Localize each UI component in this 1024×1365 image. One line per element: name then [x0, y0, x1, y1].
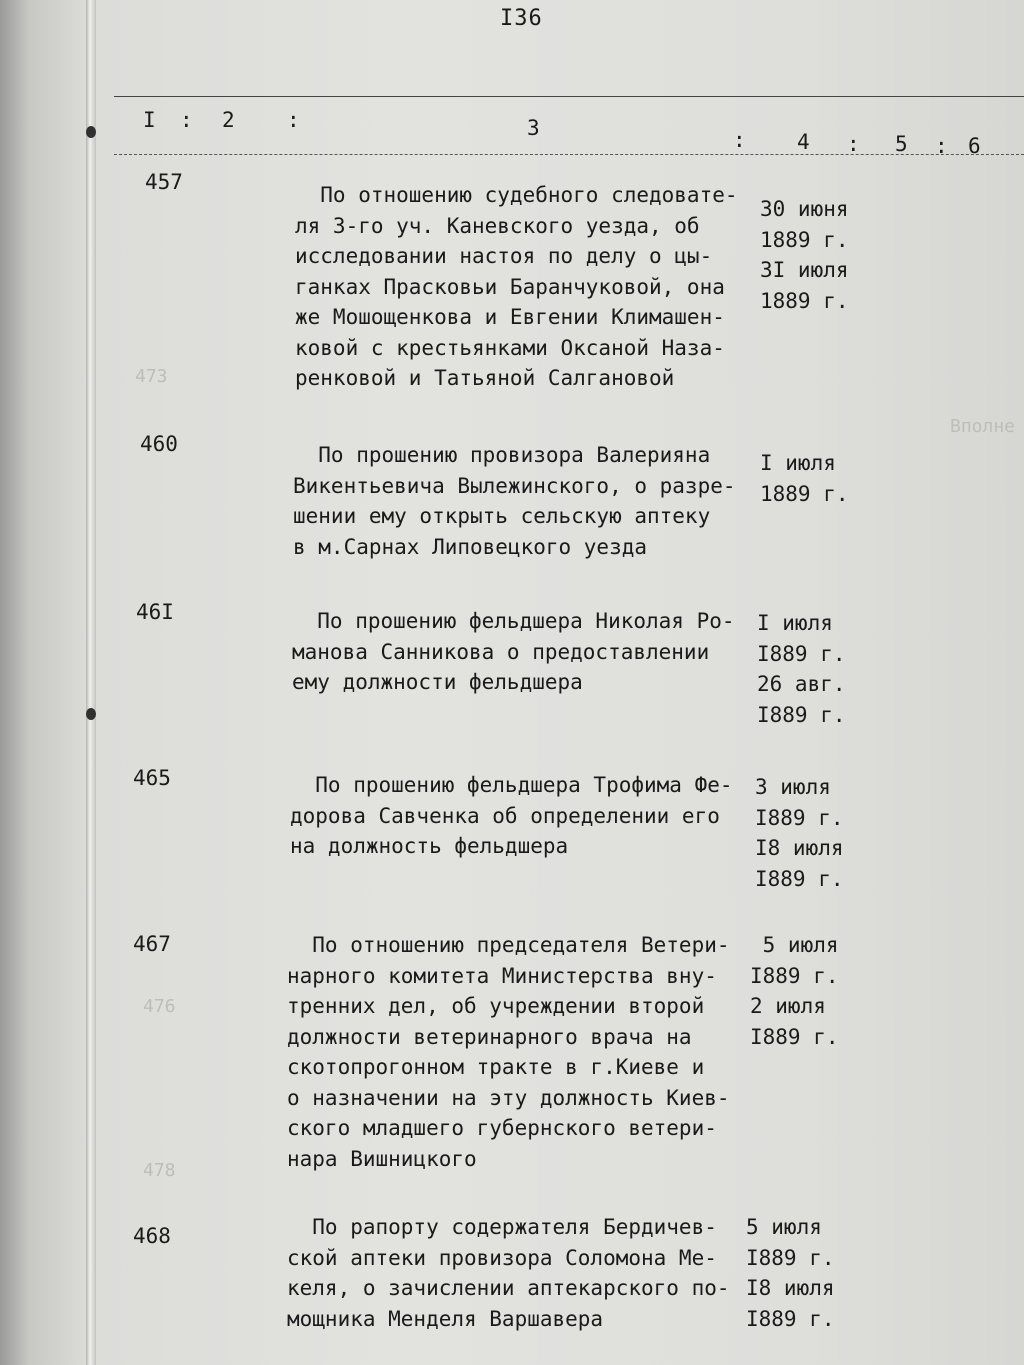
- row-description: По отношению председателя Ветери- нарного комитета Министерства вну- тренних дел, об учреждении второй должности ветеринарного врача на скотопрогонном тракте в г.Киеве и о назначении на эту должность Киев- ского младшего губернского ветери- нара Вишницкого: [287, 933, 730, 1171]
- bleed-through-text: 476: [143, 996, 176, 1017]
- bleed-through-text: 473: [135, 366, 168, 387]
- row-dates: 5 июля I889 г. 2 июля I889 г.: [750, 933, 839, 1049]
- column-5-header: 5: [895, 132, 908, 156]
- row-number: 467: [133, 932, 171, 956]
- row-dates: 5 июля I889 г. I8 июля I889 г.: [746, 1215, 835, 1331]
- row-number: 457: [145, 170, 183, 194]
- row-description: По прошению фельдшера Трофима Фе- дорова Савченка об определении его на должность фельдшера: [290, 773, 733, 858]
- column-separator: :: [935, 134, 948, 158]
- header-top-rule: [114, 96, 1024, 97]
- row-number: 460: [140, 432, 178, 456]
- column-separator: :: [180, 108, 193, 132]
- column-4-header: 4: [797, 130, 810, 154]
- row-number: 468: [133, 1224, 171, 1248]
- column-1-header: I: [143, 108, 156, 132]
- row-description: По отношению судебного следовате- ля 3-го уч. Каневского уезда, об исследовании настоя по делу о цы- ганках Прасковьи Баранчуковой, она же Мошощенкова и Евгении Климашен- ковой с крестьянками Оксаной Наза- ренковой и Татьяной Салгановой: [295, 183, 738, 390]
- row-dates: 30 июня 1889 г. 3I июля 1889 г.: [760, 197, 849, 313]
- row-description: По прошению фельдшера Николая Ро- манова Санникова о предоставлении ему должности фельдшера: [292, 609, 735, 694]
- column-separator: :: [733, 128, 746, 152]
- row-dates: I июля 1889 г.: [760, 451, 849, 506]
- header-bottom-rule: [114, 154, 1024, 155]
- column-6-header: 6: [968, 134, 981, 158]
- binding-hole: [86, 126, 96, 138]
- row-number: 46I: [136, 600, 174, 624]
- column-separator: :: [847, 132, 860, 156]
- bleed-through-text: 478: [143, 1160, 176, 1181]
- row-dates: 3 июля I889 г. I8 июля I889 г.: [755, 775, 844, 891]
- bleed-through-text: Вполне: [950, 416, 1016, 437]
- page-number: I36: [500, 6, 543, 31]
- row-number: 465: [133, 766, 171, 790]
- column-3-header: 3: [527, 116, 540, 140]
- row-dates: I июля I889 г. 26 авг. I889 г.: [757, 611, 846, 727]
- column-2-header: 2: [222, 108, 235, 132]
- binding-hole: [86, 708, 96, 720]
- column-separator: :: [287, 108, 300, 132]
- page-binding: [86, 0, 96, 1365]
- row-description: По прошению провизора Валерияна Викентьевича Вылежинского, о разре- шении ему открыть сельскую аптеку в м.Сарнах Липовецкого уезда: [293, 443, 736, 559]
- row-description: По рапорту содержателя Бердичев- ской аптеки провизора Соломона Ме- келя, о зачислении аптекарского по- мощника Менделя Варшавера: [287, 1215, 730, 1331]
